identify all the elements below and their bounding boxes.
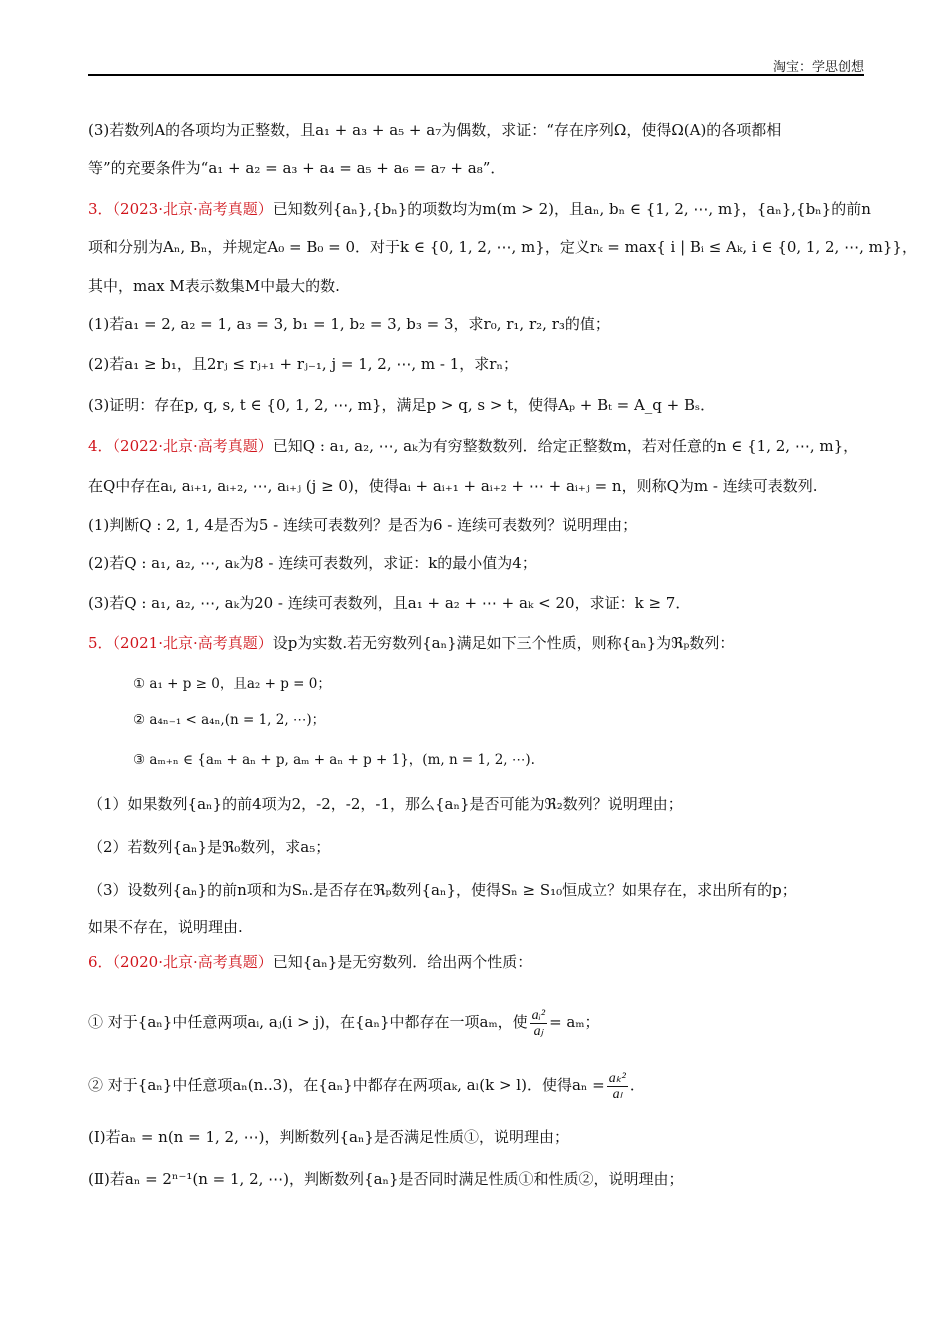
circled-one-marker: ① — [88, 1013, 104, 1031]
fraction-numerator: aₖ² — [608, 1070, 626, 1086]
problem-line — [88, 632, 734, 654]
text-line: = aₘ； — [549, 1013, 600, 1031]
text-line: 项和分别为Aₙ, Bₙ，并规定A₀ = B₀ = 0．对于k ∈ {0, 1, 2, ⋯, m}，定义rₖ = max{ i | Bᵢ ≤ Aₖ, i ∈ {0, 1, 2, ⋯, m}}， — [88, 238, 917, 256]
problem-source: （2020·北京·高考真题） — [112, 953, 273, 971]
problem-number: 4． — [88, 437, 113, 455]
problem-number: 5． — [88, 634, 113, 652]
problem-source: （2021·北京·高考真题） — [112, 634, 273, 652]
fraction-two — [607, 1071, 628, 1102]
header-brand: 淘宝：学思创想 — [772, 60, 864, 75]
text-line: ① a₁ + p ≥ 0，且a₂ + p = 0； — [133, 676, 331, 692]
text-line: 如果不存在，说明理由. — [88, 918, 243, 936]
problem-number: 6． — [88, 953, 113, 971]
problem-number: 3． — [88, 200, 113, 218]
fraction-denominator: aₗ — [612, 1086, 622, 1102]
text-line: (Ⅰ)若aₙ = n(n = 1, 2, ⋯)，判断数列{aₙ}是否满足性质①，说明理由； — [88, 1128, 569, 1146]
problem-source: （2022·北京·高考真题） — [112, 437, 273, 455]
text-line: ② a₄ₙ₋₁ < a₄ₙ,(n = 1, 2, ⋯)； — [133, 712, 326, 728]
fraction-one — [530, 1008, 547, 1039]
text-line: 已知数列{aₙ},{bₙ}的项数均为m(m > 2)，且aₙ, bₙ ∈ {1, 2, ⋯, m}，{aₙ},{bₙ}的前n — [272, 200, 871, 218]
problem-line — [88, 951, 532, 973]
text-line: ． — [629, 1076, 645, 1094]
problem-source: （2023·北京·高考真题） — [112, 200, 273, 218]
text-line: (1)若a₁ = 2, a₂ = 1, a₃ = 3, b₁ = 1, b₂ = 3, b₃ = 3，求r₀, r₁, r₂, r₃的值； — [88, 315, 610, 333]
text-line: 在Q中存在aᵢ, aᵢ₊₁, aᵢ₊₂, ⋯, aᵢ₊ⱼ (j ≥ 0)，使得aᵢ + aᵢ₊₁ + aᵢ₊₂ + ⋯ + aᵢ₊ⱼ = n，则称Q为m - 连续可表数列. — [88, 477, 818, 495]
fraction-denominator: aⱼ — [533, 1023, 544, 1039]
problem-line — [88, 198, 871, 220]
property-two — [88, 1068, 645, 1102]
text-line: 已知Q : a₁, a₂, ⋯, aₖ为有穷整数数列．给定正整数m，若对任意的n ∈ {1, 2, ⋯, m}， — [272, 437, 859, 455]
text-line: （2）若数列{aₙ}是ℜ₀数列，求a₅； — [88, 838, 331, 856]
text-line: 其中，max M表示数集M中最大的数. — [88, 277, 340, 295]
text-line: 对于{aₙ}中任意项aₙ(n..3)，在{aₙ}中都存在两项aₖ, aₗ(k > l)．使得aₙ = — [107, 1076, 605, 1094]
text-line: 已知{aₙ}是无穷数列．给出两个性质： — [272, 953, 533, 971]
text-line: (3)若数列A的各项均为正整数，且a₁ + a₃ + a₅ + a₇为偶数，求证：“存在序列Ω，使得Ω(A)的各项都相 — [88, 121, 782, 139]
text-line: ③ aₘ₊ₙ ∈ {aₘ + aₙ + p, aₘ + aₙ + p + 1}，(m, n = 1, 2, ⋯). — [133, 752, 535, 768]
text-line: (2)若a₁ ≥ b₁，且2rⱼ ≤ rⱼ₊₁ + rⱼ₋₁, j = 1, 2, ⋯, m - 1，求rₙ； — [88, 355, 518, 373]
property-one — [88, 1005, 600, 1039]
text-line: (Ⅱ)若aₙ = 2ⁿ⁻¹(n = 1, 2, ⋯)，判断数列{aₙ}是否同时满足性质①和性质②，说明理由； — [88, 1170, 684, 1188]
text-line: 设p为实数.若无穷数列{aₙ}满足如下三个性质，则称{aₙ}为ℜₚ数列： — [272, 634, 735, 652]
text-line: (3)若Q : a₁, a₂, ⋯, aₖ为20 - 连续可表数列，且a₁ + a₂ + ⋯ + aₖ < 20，求证：k ≥ 7． — [88, 594, 691, 612]
page-header — [88, 56, 864, 76]
text-line: (1)判断Q : 2, 1, 4是否为5 - 连续可表数列？是否为6 - 连续可表数列？说明理由； — [88, 516, 638, 534]
problem-line — [88, 435, 858, 457]
text-line: (3)证明：存在p, q, s, t ∈ {0, 1, 2, ⋯, m}，满足p > q, s > t，使得Aₚ + Bₜ = A_q + Bₛ． — [88, 396, 716, 414]
text-line: (2)若Q : a₁, a₂, ⋯, aₖ为8 - 连续可表数列，求证：k的最小值为4； — [88, 554, 537, 572]
fraction-numerator: aᵢ² — [531, 1007, 546, 1023]
text-line: 等”的充要条件为“a₁ + a₂ = a₃ + a₄ = a₅ + a₆ = a₇ + a₈”． — [88, 159, 506, 177]
text-line: （3）设数列{aₙ}的前n项和为Sₙ.是否存在ℜₚ数列{aₙ}，使得Sₙ ≥ S₁₀恒成立？如果存在，求出所有的p； — [88, 881, 797, 899]
text-line: （1）如果数列{aₙ}的前4项为2，-2，-2，-1，那么{aₙ}是否可能为ℜ₂数列？说明理由； — [88, 795, 683, 813]
text-line: 对于{aₙ}中任意两项aᵢ, aⱼ(i > j)，在{aₙ}中都存在一项aₘ，使 — [107, 1013, 528, 1031]
circled-two-marker: ② — [88, 1076, 104, 1094]
